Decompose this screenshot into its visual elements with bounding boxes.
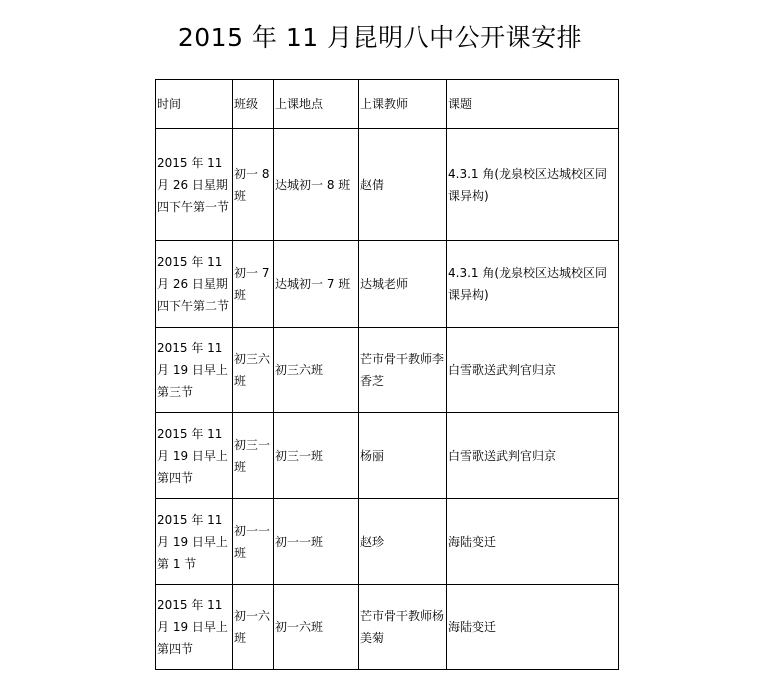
cell-location: 达城初一 8 班 [274, 129, 359, 241]
cell-teacher: 杨丽 [359, 413, 447, 499]
schedule-table [155, 79, 619, 670]
cell-location: 初三一班 [274, 413, 359, 499]
cell-location: 初三六班 [274, 328, 359, 413]
cell-topic: 海陆变迁 [447, 499, 619, 585]
cell-teacher: 达城老师 [359, 241, 447, 328]
cell-topic: 海陆变迁 [447, 585, 619, 670]
cell-class: 初一 8 班 [233, 129, 274, 241]
cell-class: 初一 7 班 [233, 241, 274, 328]
cell-topic: 4.3.1 角(龙泉校区达城校区同课异构) [447, 129, 619, 241]
header-time: 时间 [156, 80, 233, 129]
header-topic: 课题 [447, 80, 619, 129]
table-row [156, 585, 619, 670]
table-row [156, 328, 619, 413]
table-header-row [156, 80, 619, 129]
header-class: 班级 [233, 80, 274, 129]
table-row [156, 413, 619, 499]
cell-class: 初三一班 [233, 413, 274, 499]
cell-topic: 白雪歌送武判官归京 [447, 413, 619, 499]
cell-time: 2015 年 11 月 19 日早上第四节 [156, 413, 233, 499]
cell-topic: 白雪歌送武判官归京 [447, 328, 619, 413]
cell-location: 初一一班 [274, 499, 359, 585]
table-row [156, 499, 619, 585]
cell-time: 2015 年 11 月 19 日早上第四节 [156, 585, 233, 670]
cell-class: 初一一班 [233, 499, 274, 585]
cell-time: 2015 年 11 月 26 日星期四下午第二节 [156, 241, 233, 328]
page-title: 2015 年 11 月昆明八中公开课安排 [177, 23, 583, 52]
header-location: 上课地点 [274, 80, 359, 129]
cell-location: 初一六班 [274, 585, 359, 670]
cell-time: 2015 年 11 月 26 日星期四下午第一节 [156, 129, 233, 241]
cell-time: 2015 年 11 月 19 日早上第三节 [156, 328, 233, 413]
cell-teacher: 芒市骨干教师李香芝 [359, 328, 447, 413]
cell-time: 2015 年 11 月 19 日早上第 1 节 [156, 499, 233, 585]
cell-class: 初三六班 [233, 328, 274, 413]
cell-teacher: 赵珍 [359, 499, 447, 585]
table-row [156, 129, 619, 241]
cell-teacher: 赵倩 [359, 129, 447, 241]
cell-class: 初一六班 [233, 585, 274, 670]
header-teacher: 上课教师 [359, 80, 447, 129]
cell-topic: 4.3.1 角(龙泉校区达城校区同课异构) [447, 241, 619, 328]
table-row [156, 241, 619, 328]
cell-location: 达城初一 7 班 [274, 241, 359, 328]
cell-teacher: 芒市骨干教师杨美菊 [359, 585, 447, 670]
